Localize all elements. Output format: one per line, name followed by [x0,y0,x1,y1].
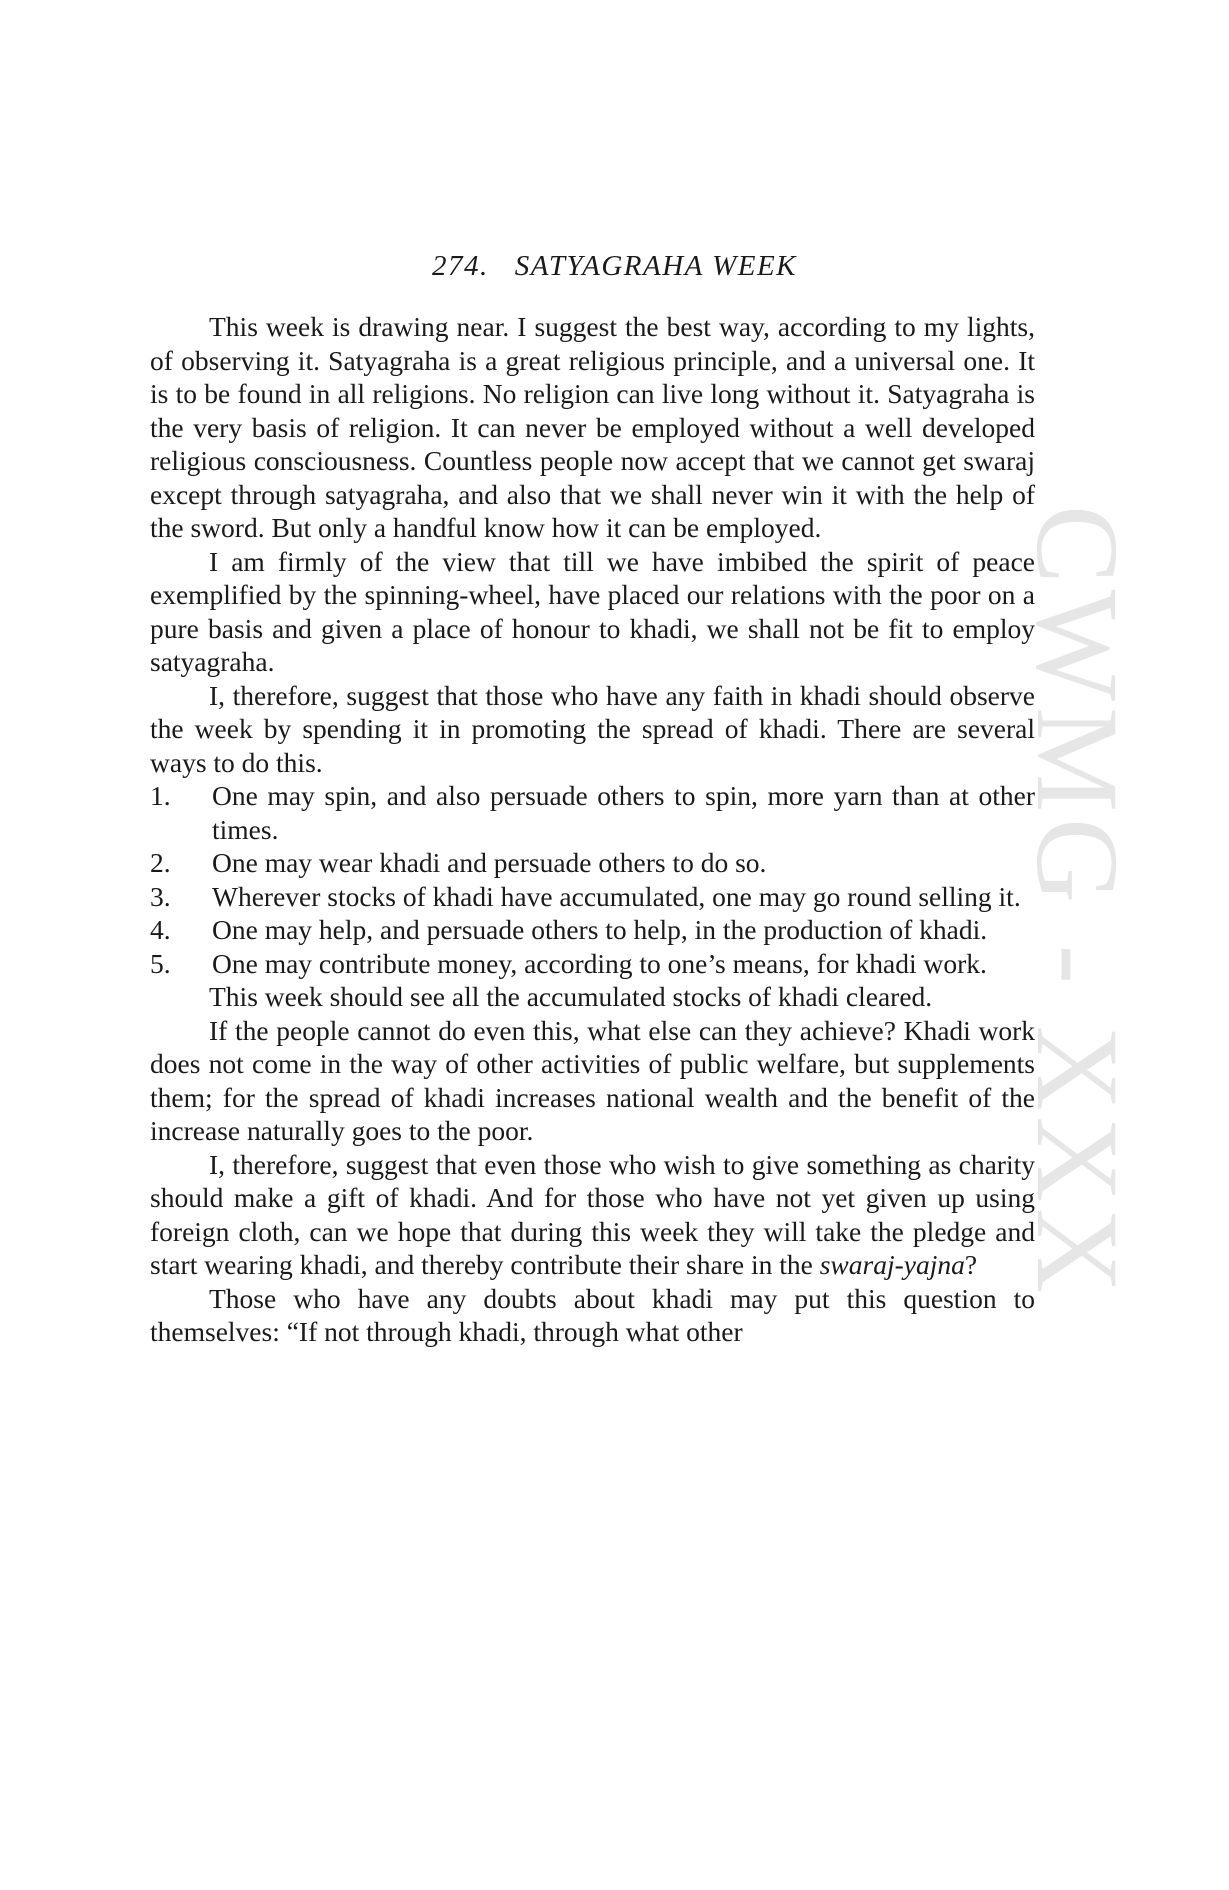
list-text: One may help, and persuade others to help, in the production of khadi. [212,914,988,945]
list-number: 4. [150,914,171,945]
paragraph: Those who have any doubts about khadi may put this question to themselves: “If not through khadi, through what other [150,1282,1035,1347]
charity-end: ? [964,1249,978,1280]
list-text: Wherever stocks of khadi have accumulated, one may go round selling it. [212,880,1021,912]
list-item [150,779,1035,846]
list-number: 3. [150,880,171,912]
suggestion-list [150,779,1035,980]
list-number: 5. [150,947,171,979]
paragraph: I, therefore, suggest that those who have any faith in khadi should observe the week by spending it in promoting the spread of khadi. There are several ways to do this. [150,679,1035,778]
paragraph: If the people cannot do even this, what else can they achieve? Khadi work does not come in the way of other activities of public welfare, but supplements them; for the spread of khadi increases national wealth and the benefit of the increase naturally goes to the poor. [150,1014,1035,1146]
list-text: One may spin, and also persuade others to spin, more yarn than at other times. [212,780,1035,845]
charity-paragraph [150,1148,1035,1282]
watermark: CWMG - XXX [1012,505,1143,1300]
list-text: One may wear khadi and persuade others to do so. [212,847,767,878]
charity-text: I, therefore, suggest that even those who wish to give something as charity should make a gift of khadi. And for those who have not yet given up using foreign cloth, can we hope that during this week they will take the pledge and start wearing khadi, and thereby contribute their share in the [150,1148,1035,1280]
page-title [0,250,1229,283]
swaraj-yajna-term: swaraj-yajna [819,1249,965,1280]
article-number: 274. [431,250,489,282]
list-number: 1. [150,780,171,811]
list-text: One may contribute money, according to one’s means, for khadi work. [212,947,987,979]
list-item [150,846,1035,880]
list-number: 2. [150,847,171,878]
paragraph: This week should see all the accumulated stocks of khadi cleared. [209,981,933,1012]
paragraph: I am firmly of the view that till we have imbibed the spirit of peace exemplified by the spinning-wheel, have placed our relations with the poor on a pure basis and given a place of honour to khadi, we shall not be fit to employ satyagraha. [150,545,1035,677]
article-body [150,310,1035,1349]
list-item [150,913,1035,947]
list-item [150,880,1035,914]
article-title: SATYAGRAHA WEEK [514,250,798,282]
paragraph: This week is drawing near. I suggest the best way, according to my lights, of observing it. Satyagraha is a great religious principle, and a universal one. It is to be found in all religions. No religion can live long without it. Satyagraha is the very basis of religion. It can never be employed without a well developed religious consciousness. Countless people now accept that we cannot get swaraj except through satyagraha, and also that we shall never win it with the help of the sword. But only a handful know how it can be employed. [150,311,1035,543]
list-item [150,947,1035,981]
